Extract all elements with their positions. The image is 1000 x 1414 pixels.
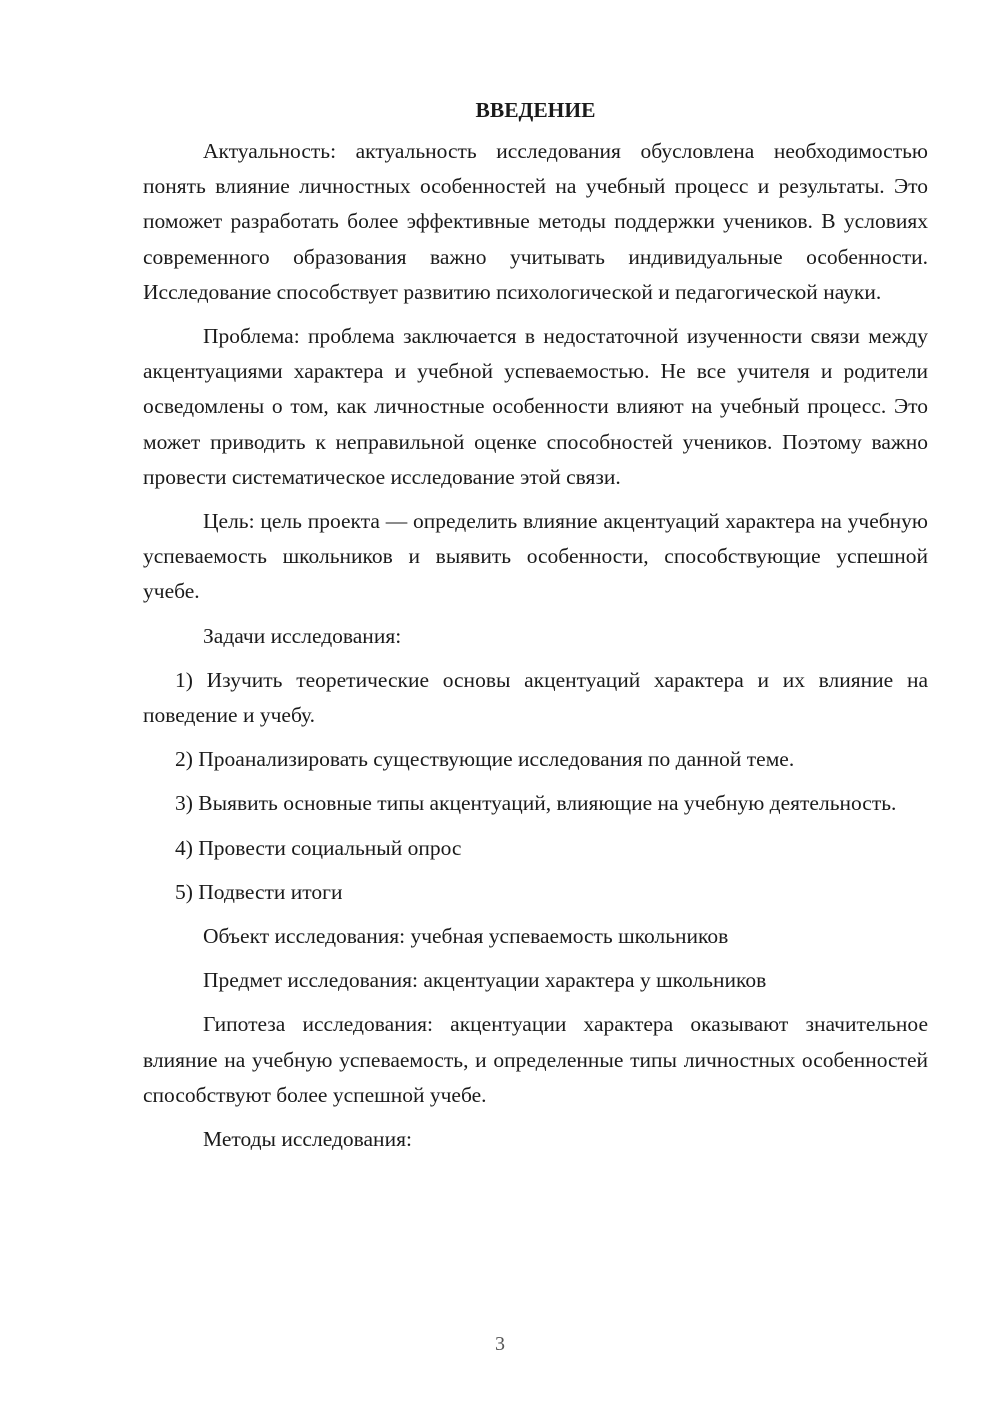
relevance-paragraph: Актуальность: актуальность исследования обусловлена необходимостью понять влияние личностных особенностей на учебный процесс и результаты. Это поможет разработать более эффективные методы поддержки учеников. В условиях современного образования важно учитывать индивидуальные особенности. Исследование способствует развитию психологической и педагогической науки. [143,139,928,304]
subject-paragraph: Предмет исследования: акцентуации характера у школьников [203,968,767,993]
page-number: 3 [495,1333,505,1355]
task-item-2: 2) Проанализировать существующие исследования по данной теме. [175,747,795,772]
document-page [143,92,928,1166]
goal-paragraph: Цель: цель проекта — определить влияние акцентуаций характера на учебную успеваемость школьников и выявить особенности, способствующие успешной учебе. [143,509,928,604]
task-item-3: 3) Выявить основные типы акцентуаций, влияющие на учебную деятельность. [175,791,897,816]
hypothesis-paragraph: Гипотеза исследования: акцентуации характера оказывают значительное влияние на учебную успеваемость, и определенные типы личностных особенностей способствуют более успешной учебе. [143,1012,928,1107]
task-item-1: 1) Изучить теоретические основы акцентуаций характера и их влияние на поведение и учебу. [143,667,928,728]
problem-paragraph: Проблема: проблема заключается в недостаточной изученности связи между акцентуациями характера и учебной успеваемостью. Не все учителя и родители осведомлены о том, как личностные особенности влияют на учебный процесс. Это может приводить к неправильной оценке способностей учеников. Поэтому важно провести систематическое исследование этой связи. [143,324,928,489]
object-paragraph: Объект исследования: учебная успеваемость школьников [203,924,729,949]
task-item-4: 4) Провести социальный опрос [175,835,462,860]
task-item-5: 5) Подвести итоги [175,879,343,904]
tasks-heading: Задачи исследования: [203,623,402,648]
section-title: ВВЕДЕНИЕ [475,98,596,122]
methods-heading: Методы исследования: [203,1127,412,1152]
